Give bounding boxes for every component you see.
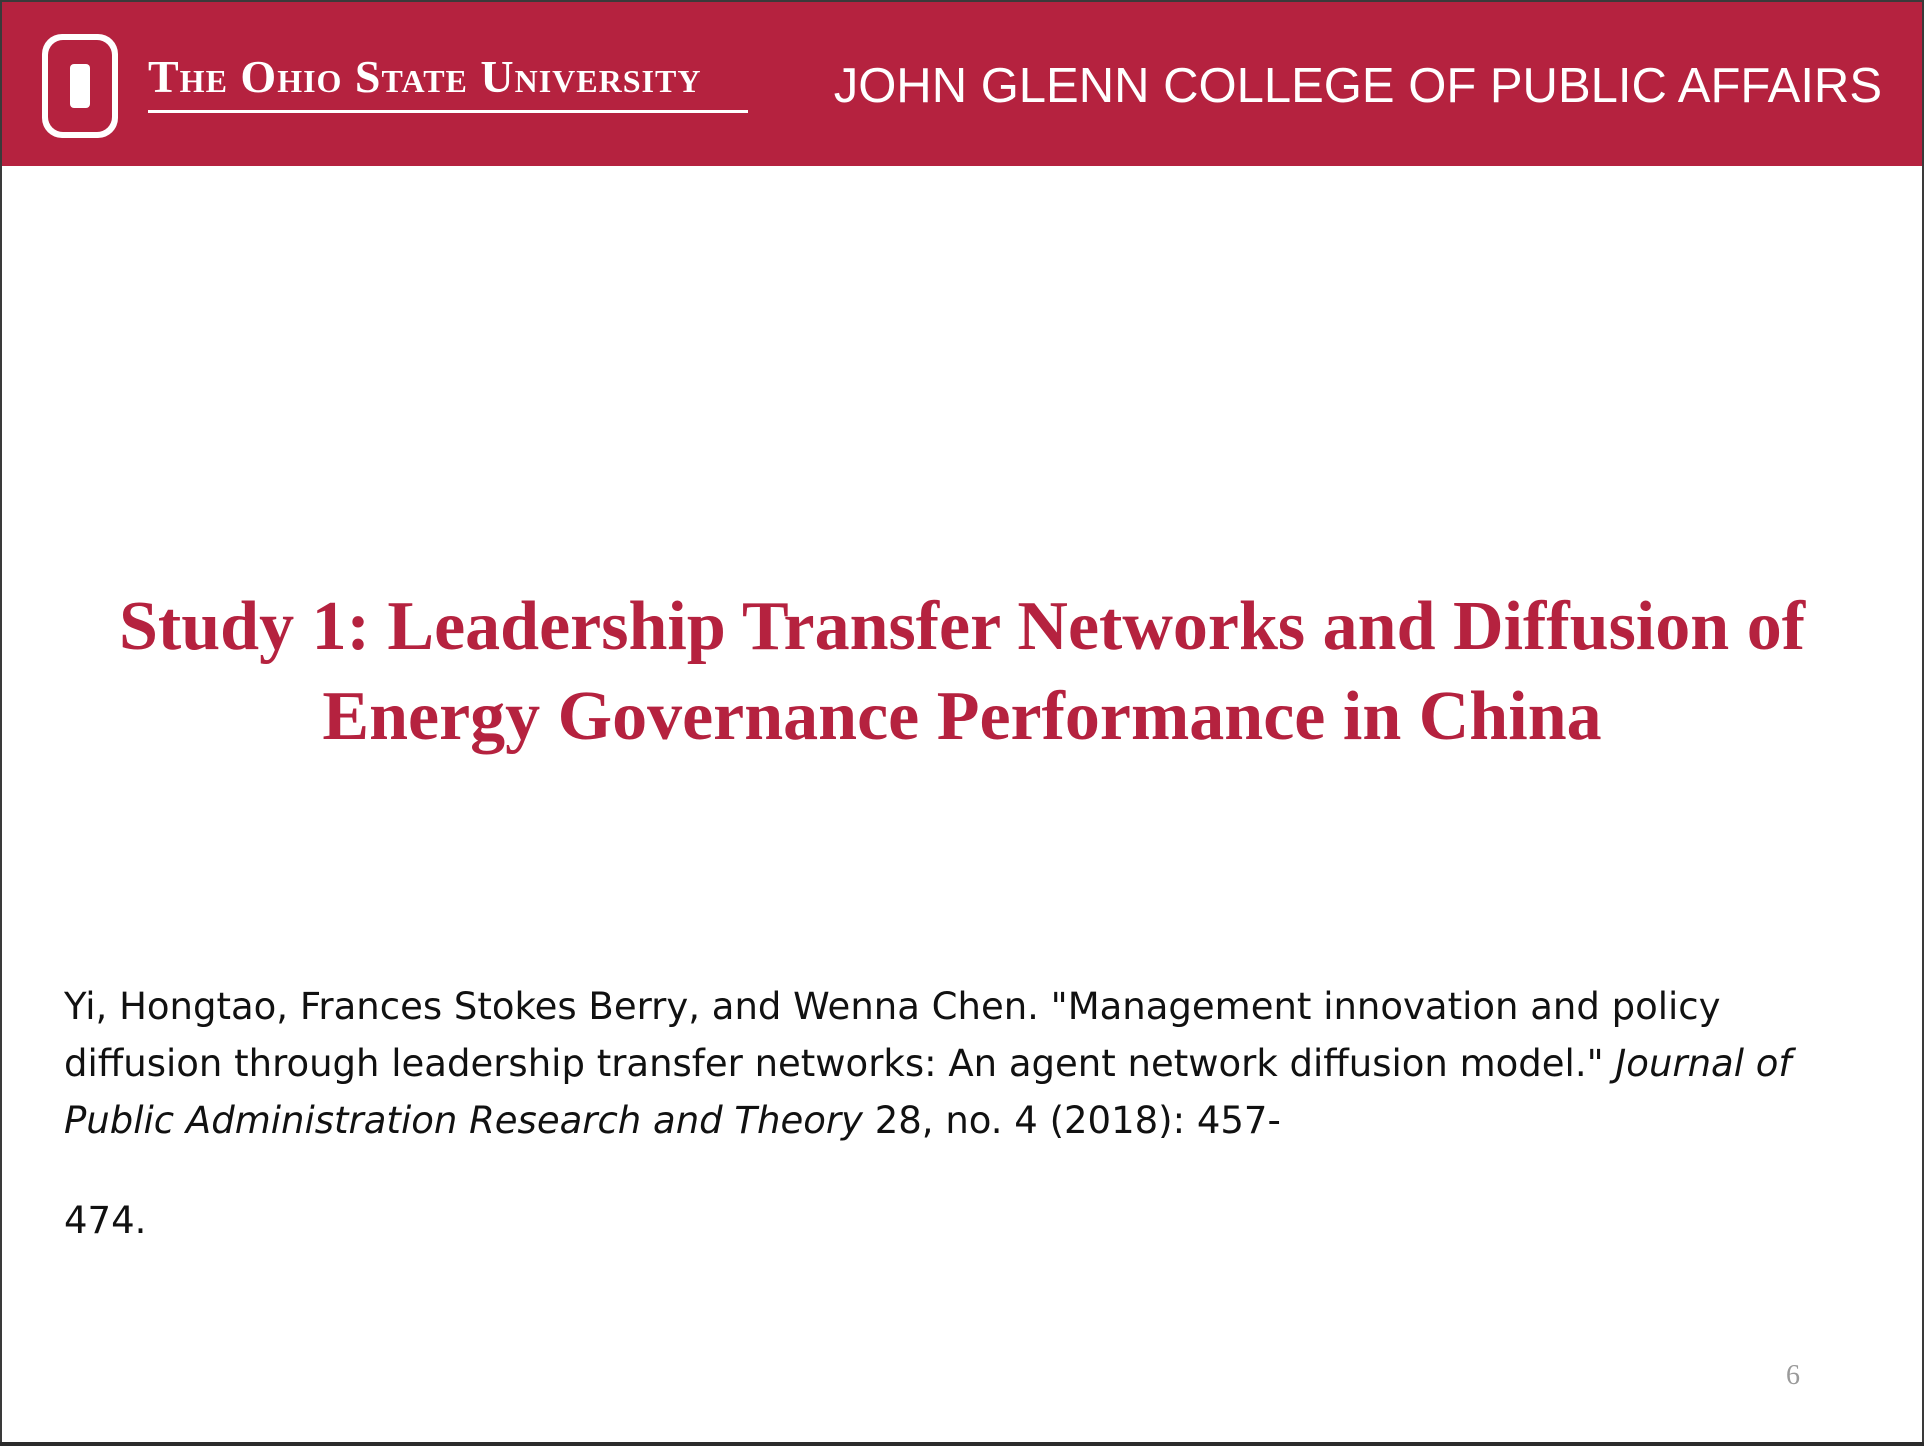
college-name: JOHN GLENN COLLEGE OF PUBLIC AFFAIRS	[833, 59, 1882, 113]
block-o-logo-icon	[42, 34, 118, 138]
block-o-logo-hole	[70, 64, 90, 108]
university-underline	[148, 110, 748, 113]
slide	[2, 2, 1922, 1442]
header-bar	[2, 2, 1922, 166]
block-o-logo-inner	[48, 40, 112, 132]
slide-title: Study 1: Leadership Transfer Networks and Diffusion of Energy Governance Performance in China	[118, 588, 1805, 755]
citation-volume: 28, no. 4 (2018): 457-	[862, 1099, 1281, 1142]
page-number: 6	[1786, 1360, 1800, 1391]
citation-pages-end: 474.	[64, 1199, 147, 1242]
citation-journal: Journal of Public Administration Research and Theory	[64, 1042, 1792, 1142]
university-name: The Ohio State University	[148, 51, 702, 102]
bottom-strip	[0, 1442, 1924, 1446]
citation-authors-article: Yi, Hongtao, Frances Stokes Berry, and Wenna Chen. "Management innovation and policy diffusion through leadership transfer networks: An agent network diffusion model."	[64, 985, 1721, 1085]
citation	[64, 978, 1844, 1149]
